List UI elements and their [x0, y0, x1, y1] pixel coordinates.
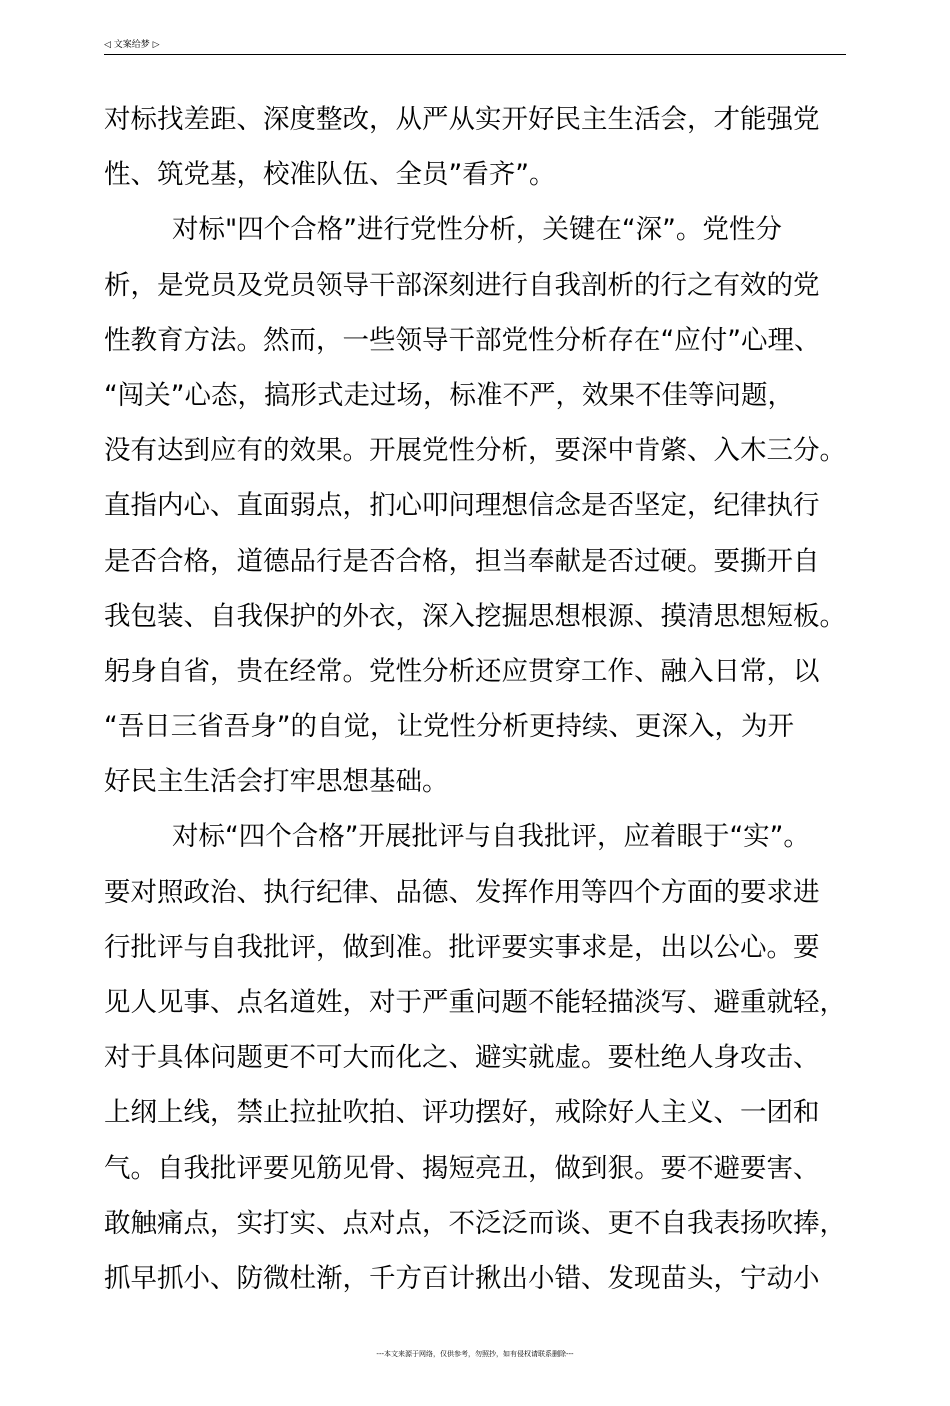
text-line: 没有达到应有的效果。开展党性分析，要深中肯綮、入木三分。: [104, 435, 846, 467]
text-line: 要对照政治、执行纪律、品德、发挥作用等四个方面的要求进: [104, 876, 820, 908]
text-line: “吾日三省吾身”的自觉，让党性分析更持续、更深入，为开: [104, 711, 794, 743]
text-line: “闯关”心态，搞形式走过场，标准不严，效果不佳等问题，: [104, 379, 794, 411]
page-footer: ---本文来源于网络，仅供参考，勿照抄，如有侵权请联系删除---: [376, 1350, 574, 1358]
text-line: 好民主生活会打牢思想基础。: [104, 766, 449, 798]
text-line: 气。自我批评要见筋见骨、揭短亮丑，做到狠。要不避要害、: [104, 1152, 820, 1184]
text-line: 是否合格，道德品行是否合格，担当奉献是否过硬。要撕开自: [104, 545, 820, 577]
text-line: 行批评与自我批评，做到准。批评要实事求是，出以公心。要: [104, 931, 820, 963]
text-line: 敢触痛点，实打实、点对点，不泛泛而谈、更不自我表扬吹捧，: [104, 1207, 846, 1239]
text-line: 性教育方法。然而，一些领导干部党性分析存在“应付”心理、: [104, 324, 821, 356]
text-line: 直指内心、直面弱点，扪心叩问理想信念是否坚定，纪律执行: [104, 490, 820, 522]
text-line: 上纲上线，禁止拉扯吹拍、评功摆好，戒除好人主义、一团和: [104, 1097, 820, 1129]
text-line: 见人见事、点名道姓，对于严重问题不能轻描淡写、避重就轻，: [104, 987, 846, 1018]
text-line: 我包装、自我保护的外衣，深入挖掘思想根源、摸清思想短板。: [104, 600, 846, 632]
text-line: 对标"四个合格”进行党性分析，关键在“深”。党性分: [172, 214, 782, 246]
text-line: 性、筑党基，校准队伍、全员”看齐”。: [104, 159, 556, 191]
text-line: 对标“四个合格”开展批评与自我批评，应着眼于“实”。: [172, 821, 810, 853]
text-line: 对于具体问题更不可大而化之、避实就虚。要杜绝人身攻击、: [104, 1042, 820, 1074]
page-header: [104, 38, 846, 55]
header-mark: ◁ 文案给梦 ▷: [104, 40, 160, 50]
text-line: 抓早抓小、防微杜渐，千方百计揪出小错、发现苗头，宁动小: [104, 1262, 820, 1294]
text-line: 躬身自省，贵在经常。党性分析还应贯穿工作、融入日常，以: [104, 655, 820, 687]
text-line: 对标找差距、深度整改，从严从实开好民主生活会，才能强党: [104, 104, 820, 135]
text-line: 析，是党员及党员领导干部深刻进行自我剖析的行之有效的党: [104, 269, 820, 301]
document-body: [104, 92, 864, 1306]
